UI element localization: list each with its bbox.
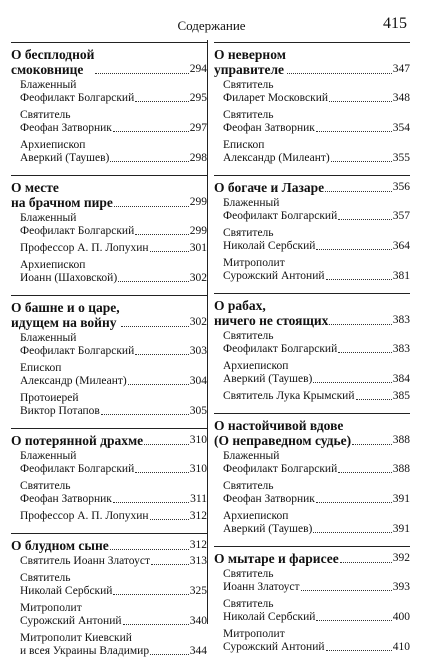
- toc-entry: [223, 510, 410, 536]
- entry-author: Архиепископ Иоанн (Шаховской): [20, 259, 118, 284]
- entry-author: Святитель Николай Сербский: [223, 227, 316, 252]
- section-page-number: 356: [392, 181, 410, 193]
- toc-entry: [20, 572, 207, 598]
- entry-author: Святитель Иоанн Златоуст: [20, 555, 150, 567]
- leader-dots: [340, 562, 392, 563]
- section-heading: [214, 180, 410, 195]
- leader-dots: [110, 549, 189, 550]
- leader-dots: [326, 650, 392, 651]
- entry-page-number: 400: [392, 611, 410, 623]
- leader-dots: [338, 472, 392, 473]
- leader-dots: [114, 206, 189, 207]
- entry-author: Епископ Александр (Милеант): [223, 139, 330, 164]
- entry-author: Блаженный Феофилакт Болгарский: [223, 450, 338, 475]
- toc-section: [214, 546, 410, 659]
- leader-dots: [113, 594, 188, 595]
- leader-dots: [352, 444, 392, 445]
- leader-dots: [316, 249, 391, 250]
- entry-page-number: 344: [189, 645, 207, 657]
- leader-dots: [118, 281, 189, 282]
- toc-entry: [223, 227, 410, 253]
- leader-dots: [135, 472, 189, 473]
- section-rule: [11, 533, 207, 534]
- section-page-number: 392: [392, 552, 410, 564]
- entry-author: Митрополит Сурожский Антоний: [223, 628, 325, 653]
- toc-entry: [20, 602, 207, 628]
- entry-page-number: 310: [189, 463, 207, 475]
- entry-author: Митрополит Сурожский Антоний: [20, 602, 122, 627]
- section-page-number: 383: [392, 314, 410, 326]
- entry-page-number: 383: [392, 343, 410, 355]
- entry-page-number: 354: [392, 122, 410, 134]
- toc-section: [11, 428, 207, 528]
- section-heading-text: О месте на брачном пире: [11, 180, 113, 210]
- entry-author: Святитель Феофан Затворник: [20, 480, 112, 505]
- entry-author: Святитель Феофан Затворник: [223, 480, 315, 505]
- entry-author: Святитель Иоанн Златоуст: [223, 568, 300, 593]
- entry-page-number: 302: [189, 272, 207, 284]
- section-page-number: 294: [189, 63, 207, 75]
- toc-entry: [20, 109, 207, 135]
- leader-dots: [135, 354, 189, 355]
- toc-entry: [20, 139, 207, 165]
- leader-dots: [135, 234, 189, 235]
- section-page-number: 310: [189, 434, 207, 446]
- entry-page-number: 301: [189, 242, 207, 254]
- section-rule: [11, 42, 207, 43]
- entry-page-number: 364: [392, 240, 410, 252]
- entry-author: Митрополит Киевский и всея Украины Владимир: [20, 632, 150, 657]
- section-heading: [214, 47, 410, 77]
- section-heading-text: О богаче и Лазаре: [214, 180, 325, 195]
- toc-entry: [223, 450, 410, 476]
- entry-page-number: 304: [189, 375, 207, 387]
- entry-page-number: 313: [189, 555, 207, 567]
- section-rule: [214, 175, 410, 176]
- leader-dots: [128, 384, 189, 385]
- entry-page-number: 325: [189, 585, 207, 597]
- entry-author: Профессор А. П. Лопухин: [20, 510, 149, 522]
- toc-section: [214, 42, 410, 170]
- toc-entry: [223, 480, 410, 506]
- leader-dots: [123, 624, 189, 625]
- section-heading: [11, 180, 207, 210]
- entry-author: Святитель Феофан Затворник: [20, 109, 112, 134]
- toc-section: [11, 295, 207, 423]
- toc-entry: [223, 139, 410, 165]
- entry-page-number: 311: [190, 493, 207, 505]
- section-heading: [11, 433, 207, 448]
- entry-page-number: 305: [189, 405, 207, 417]
- section-heading: [214, 418, 410, 448]
- section-heading-text: О потерянной драхме: [11, 433, 144, 448]
- toc-entry: [20, 362, 207, 388]
- entry-page-number: 295: [189, 92, 207, 104]
- toc-entry: [223, 197, 410, 223]
- toc-entry: [20, 259, 207, 285]
- leader-dots: [113, 131, 189, 132]
- toc-entry: [20, 332, 207, 358]
- leader-dots: [150, 654, 189, 655]
- toc-entry: [20, 242, 207, 255]
- section-heading-text: О башне и о царе, идущем на войну: [11, 300, 120, 330]
- entry-author: Блаженный Феофилакт Болгарский: [223, 197, 338, 222]
- entry-page-number: 348: [392, 92, 410, 104]
- toc-entry: [20, 632, 207, 658]
- entry-page-number: 355: [392, 152, 410, 164]
- toc-section: [214, 413, 410, 541]
- leader-dots: [113, 502, 189, 503]
- toc-entry: [223, 109, 410, 135]
- entry-author: Святитель Николай Сербский: [223, 598, 316, 623]
- section-rule: [214, 293, 410, 294]
- toc-entry: [223, 360, 410, 386]
- section-rule: [214, 546, 410, 547]
- section-heading: [214, 551, 410, 566]
- toc-entry: [223, 568, 410, 594]
- entry-author: Профессор А. П. Лопухин: [20, 242, 149, 254]
- section-heading: [11, 300, 207, 330]
- toc-entry: [20, 510, 207, 523]
- section-page-number: 299: [189, 196, 207, 208]
- entry-page-number: 384: [392, 373, 410, 385]
- entry-author: Блаженный Феофилакт Болгарский: [20, 450, 135, 475]
- entry-page-number: 357: [392, 210, 410, 222]
- section-heading-text: О мытаре и фарисее: [214, 551, 339, 566]
- section-heading: [11, 47, 207, 77]
- leader-dots: [329, 324, 391, 325]
- leader-dots: [110, 161, 188, 162]
- section-rule: [11, 428, 207, 429]
- toc-column-right: [214, 40, 410, 664]
- entry-author: Святитель Николай Сербский: [20, 572, 113, 597]
- section-rule: [214, 42, 410, 43]
- entry-author: Архиепископ Аверкий (Таушев): [20, 139, 110, 164]
- section-page-number: 347: [392, 63, 410, 75]
- leader-dots: [356, 399, 392, 400]
- leader-dots: [338, 219, 392, 220]
- section-heading-text: О настойчивой вдове (О неправедном судье): [214, 418, 352, 448]
- section-page-number: 312: [189, 539, 207, 551]
- entry-author: Блаженный Феофилакт Болгарский: [20, 332, 135, 357]
- section-page-number: 302: [189, 316, 207, 328]
- leader-dots: [121, 326, 189, 327]
- leader-dots: [101, 414, 189, 415]
- leader-dots: [135, 101, 189, 102]
- entry-author: Архиепископ Аверкий (Таушев): [223, 360, 313, 385]
- page-title: Содержание: [177, 18, 246, 33]
- section-heading-text: О бесплодной смоковнице: [11, 47, 95, 77]
- entry-author: Митрополит Сурожский Антоний: [223, 257, 325, 282]
- toc-entry: [20, 555, 207, 568]
- leader-dots: [316, 131, 392, 132]
- section-heading-text: О блудном сыне: [11, 538, 109, 553]
- toc-entry: [223, 257, 410, 283]
- toc-entry: [20, 480, 207, 506]
- entry-author: Святитель Лука Крымский: [223, 390, 355, 402]
- section-rule: [214, 413, 410, 414]
- toc-entry: [20, 212, 207, 238]
- section-rule: [11, 175, 207, 176]
- entry-author: Святитель Филарет Московский: [223, 79, 329, 104]
- section-rule: [11, 295, 207, 296]
- entry-page-number: 391: [392, 523, 410, 535]
- section-heading: [214, 298, 410, 328]
- entry-page-number: 298: [189, 152, 207, 164]
- entry-page-number: 299: [189, 225, 207, 237]
- leader-dots: [301, 590, 392, 591]
- toc-section: [11, 42, 207, 170]
- leader-dots: [150, 251, 189, 252]
- entry-page-number: 303: [189, 345, 207, 357]
- leader-dots: [326, 279, 392, 280]
- entry-author: Святитель Феофан Затворник: [223, 109, 315, 134]
- entry-page-number: 385: [392, 390, 410, 402]
- toc-entry: [223, 390, 410, 403]
- section-heading: [11, 538, 207, 553]
- leader-dots: [313, 382, 391, 383]
- leader-dots: [95, 73, 188, 74]
- section-heading-text: О рабах, ничего не стоящих: [214, 298, 329, 328]
- leader-dots: [150, 519, 189, 520]
- toc-entry: [223, 79, 410, 105]
- entry-page-number: 340: [189, 615, 207, 627]
- entry-page-number: 391: [392, 493, 410, 505]
- leader-dots: [287, 73, 392, 74]
- toc-column-left: [11, 40, 207, 668]
- entry-page-number: 410: [392, 641, 410, 653]
- entry-page-number: 381: [392, 270, 410, 282]
- toc-section: [11, 175, 207, 290]
- entry-author: Блаженный Феофилакт Болгарский: [20, 79, 135, 104]
- entry-page-number: 312: [189, 510, 207, 522]
- toc-entry: [20, 392, 207, 418]
- section-heading-text: О неверном управителе: [214, 47, 286, 77]
- toc-entry: [223, 330, 410, 356]
- toc-entry: [20, 79, 207, 105]
- toc-entry: [223, 628, 410, 654]
- toc-entry: [20, 450, 207, 476]
- leader-dots: [151, 564, 189, 565]
- column-divider: [207, 40, 208, 624]
- leader-dots: [331, 161, 392, 162]
- leader-dots: [313, 532, 391, 533]
- toc-section: [214, 293, 410, 408]
- entry-author: Епископ Александр (Милеант): [20, 362, 127, 387]
- entry-page-number: 388: [392, 463, 410, 475]
- leader-dots: [338, 352, 392, 353]
- leader-dots: [144, 444, 189, 445]
- toc-section: [11, 533, 207, 663]
- entry-page-number: 297: [189, 122, 207, 134]
- entry-page-number: 393: [392, 581, 410, 593]
- leader-dots: [329, 101, 392, 102]
- entry-author: Блаженный Феофилакт Болгарский: [20, 212, 135, 237]
- leader-dots: [316, 620, 391, 621]
- page-number: 415: [383, 15, 407, 32]
- entry-author: Протоиерей Виктор Потапов: [20, 392, 100, 417]
- toc-section: [214, 175, 410, 288]
- entry-author: Архиепископ Аверкий (Таушев): [223, 510, 313, 535]
- entry-author: Святитель Феофилакт Болгарский: [223, 330, 338, 355]
- leader-dots: [316, 502, 392, 503]
- leader-dots: [325, 191, 392, 192]
- toc-entry: [223, 598, 410, 624]
- section-page-number: 388: [392, 434, 410, 446]
